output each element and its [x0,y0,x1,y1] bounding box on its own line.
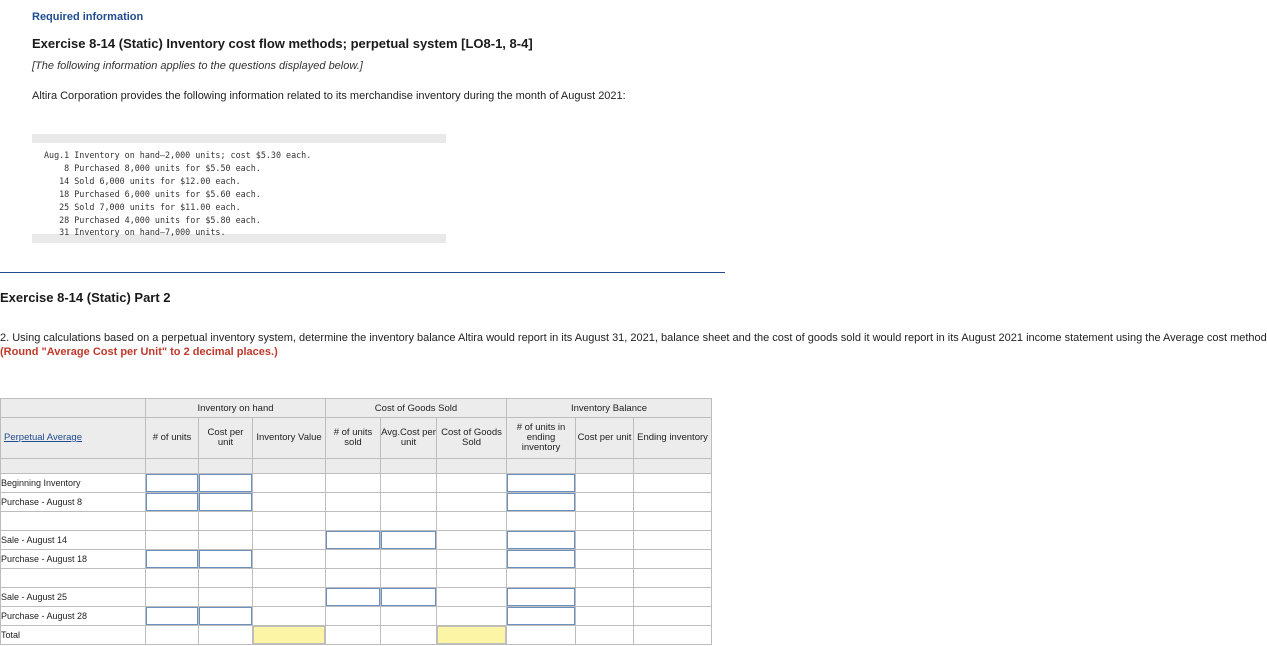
aug14-balance-units-input[interactable] [507,531,575,549]
transaction-line: 31 Inventory on hand—7,000 units. [44,227,226,238]
section-divider [0,272,725,273]
row-label-total: Total [1,626,146,645]
row-label-sale-aug25: Sale - August 25 [1,588,146,607]
transaction-line: 28 Purchased 4,000 units for $5.80 each. [44,214,261,225]
aug8-balance-units-input[interactable] [507,493,575,511]
aug25-avg-cost-input[interactable] [381,588,436,606]
transaction-line: 18 Purchased 6,000 units for $5.60 each. [44,188,261,199]
row-label-beginning: Beginning Inventory [1,474,146,493]
table-row [1,493,712,512]
aug28-cost-input[interactable] [199,607,252,625]
transaction-line: 14 Sold 6,000 units for $12.00 each. [44,175,241,186]
transactions-box [32,134,446,243]
row-label-purchase-aug18: Purchase - August 18 [1,550,146,569]
header-balance-cost-per-unit: Cost per unit [576,418,634,459]
aug14-units-sold-input[interactable] [326,531,380,549]
row-label-sale-aug14: Sale - August 14 [1,531,146,550]
table-row [1,550,712,569]
total-cogs-input[interactable] [437,626,506,644]
transaction-line: Aug.1 Inventory on hand—2,000 units; cost $5.30 each. [44,150,312,160]
aug18-units-input[interactable] [146,550,198,568]
row-label-purchase-aug8: Purchase - August 8 [1,493,146,512]
part-title: Exercise 8-14 (Static) Part 2 [0,290,171,305]
aug28-units-input[interactable] [146,607,198,625]
question-body: 2. Using calculations based on a perpetual inventory system, determine the inventory balance Altira would report in its August 31, 2021, balance sheet and the cost of goods sold it would report in its August 2021 income statement using the Average cost method [0,332,1267,344]
aug8-units-input[interactable] [146,493,198,511]
aug25-units-sold-input[interactable] [326,588,380,606]
aug18-balance-units-input[interactable] [507,550,575,568]
perpetual-average-table [0,398,712,645]
group-inventory-on-hand: Inventory on hand [146,399,326,418]
required-information-heading: Required information [32,11,144,23]
header-inventory-value: Inventory Value [253,418,326,459]
intro-text: Altira Corporation provides the following information related to its merchandise inventory during the month of August 2021: [32,90,626,102]
header-ending-inventory: Ending inventory [634,418,712,459]
aug18-cost-input[interactable] [199,550,252,568]
exercise-title: Exercise 8-14 (Static) Inventory cost flow methods; perpetual system [LO8-1, 8-4] [32,36,533,51]
row-label-purchase-aug28: Purchase - August 28 [1,607,146,626]
header-avg-cost: Avg.Cost per unit [381,418,437,459]
transaction-line: 8 Purchased 8,000 units for $5.50 each. [44,162,261,173]
question-text [0,331,1267,359]
rounding-instruction: (Round "Average Cost per Unit" to 2 decimal places.) [0,346,278,358]
header-cost-per-unit: Cost per unit [199,418,253,459]
aug14-avg-cost-input[interactable] [381,531,436,549]
perpetual-average-link[interactable]: Perpetual Average [1,418,146,459]
header-units: # of units [146,418,199,459]
beginning-cost-input[interactable] [199,474,252,492]
transaction-line: 25 Sold 7,000 units for $11.00 each. [44,201,241,212]
table-row [1,588,712,607]
table-row [1,607,712,626]
table-row [1,474,712,493]
group-inventory-balance: Inventory Balance [507,399,712,418]
total-inventory-value-input[interactable] [253,626,325,644]
following-info-note: [The following information applies to the questions displayed below.] [32,60,363,72]
beginning-units-input[interactable] [146,474,198,492]
table-row [1,626,712,645]
header-units-sold: # of units sold [326,418,381,459]
transactions-list [32,143,446,239]
header-corner [1,399,146,418]
table-row [1,531,712,550]
aug8-cost-input[interactable] [199,493,252,511]
aug25-balance-units-input[interactable] [507,588,575,606]
group-cost-of-goods-sold: Cost of Goods Sold [326,399,507,418]
header-cogs: Cost of Goods Sold [437,418,507,459]
beginning-balance-units-input[interactable] [507,474,575,492]
header-units-ending: # of units in ending inventory [507,418,576,459]
aug28-balance-units-input[interactable] [507,607,575,625]
